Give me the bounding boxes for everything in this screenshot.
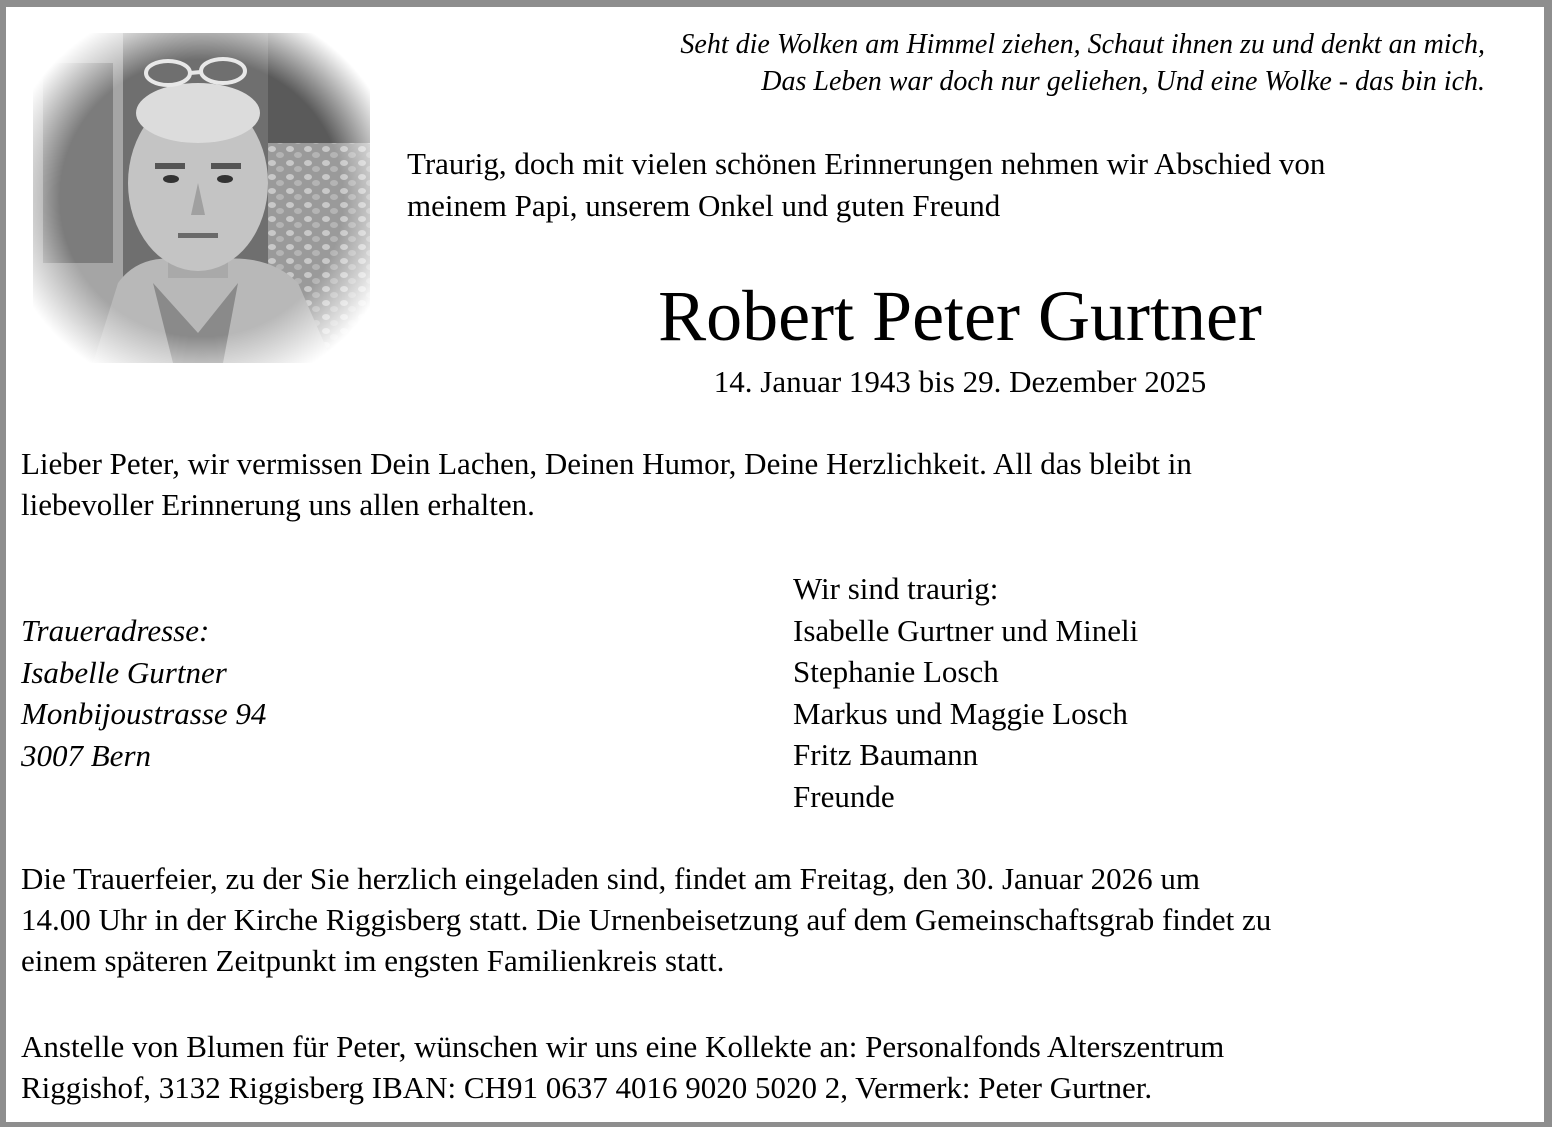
poem: [680, 26, 1485, 100]
message-line: liebevoller Erinnerung uns allen erhalten.: [21, 487, 535, 522]
mourners-list: [793, 568, 1138, 817]
address-city: 3007 Bern: [21, 737, 152, 773]
ceremony-paragraph: [21, 858, 1511, 981]
ceremony-line: einem späteren Zeitpunkt im engsten Familienkreis statt.: [21, 943, 725, 978]
mourner-item: Freunde: [793, 778, 895, 814]
ceremony-line: Die Trauerfeier, zu der Sie herzlich eingeladen sind, findet am Freitag, den 30. Januar 2026 um: [21, 861, 1200, 896]
message-line: Lieber Peter, wir vermissen Dein Lachen, Deinen Humor, Deine Herzlichkeit. All das bleibt in: [21, 446, 1192, 481]
mourners-heading: Wir sind traurig:: [793, 571, 999, 606]
mourner-item: Fritz Baumann: [793, 737, 979, 772]
intro-line: meinem Papi, unserem Onkel und guten Freund: [407, 188, 1001, 223]
mourner-item: Stephanie Losch: [793, 654, 999, 689]
poem-line: Das Leben war doch nur geliehen, Und eine Wolke - das bin ich.: [761, 66, 1485, 97]
donation-line: Anstelle von Blumen für Peter, wünschen wir uns eine Kollekte an: Personalfonds Alterszentrum: [21, 1029, 1225, 1064]
poem-line: Seht die Wolken am Himmel ziehen, Schaut ihnen zu und denkt an mich,: [680, 29, 1485, 60]
portrait-photo: [33, 33, 370, 363]
life-dates: 14. Januar 1943 bis 29. Dezember 2025: [713, 364, 1207, 399]
donation-paragraph: [21, 1026, 1511, 1108]
intro-text: [407, 143, 1507, 227]
mourner-item: Isabelle Gurtner und Mineli: [793, 612, 1139, 648]
mourner-item: Markus und Maggie Losch: [793, 695, 1128, 731]
ceremony-line: 14.00 Uhr in der Kirche Riggisberg statt. Die Urnenbeisetzung auf dem Gemeinschaftsgrab findet zu: [21, 902, 1272, 937]
message-paragraph: [21, 443, 1511, 525]
mourning-address: [21, 610, 266, 776]
address-street: Monbijoustrasse 94: [21, 696, 267, 731]
address-label: Traueradresse:: [21, 613, 210, 648]
donation-line: Riggishof, 3132 Riggisberg IBAN: CH91 0637 4016 9020 5020 2, Vermerk: Peter Gurtner.: [21, 1070, 1153, 1105]
deceased-name: Robert Peter Gurtner: [658, 276, 1262, 356]
intro-line: Traurig, doch mit vielen schönen Erinnerungen nehmen wir Abschied von: [407, 146, 1326, 181]
address-name: Isabelle Gurtner: [21, 654, 227, 690]
